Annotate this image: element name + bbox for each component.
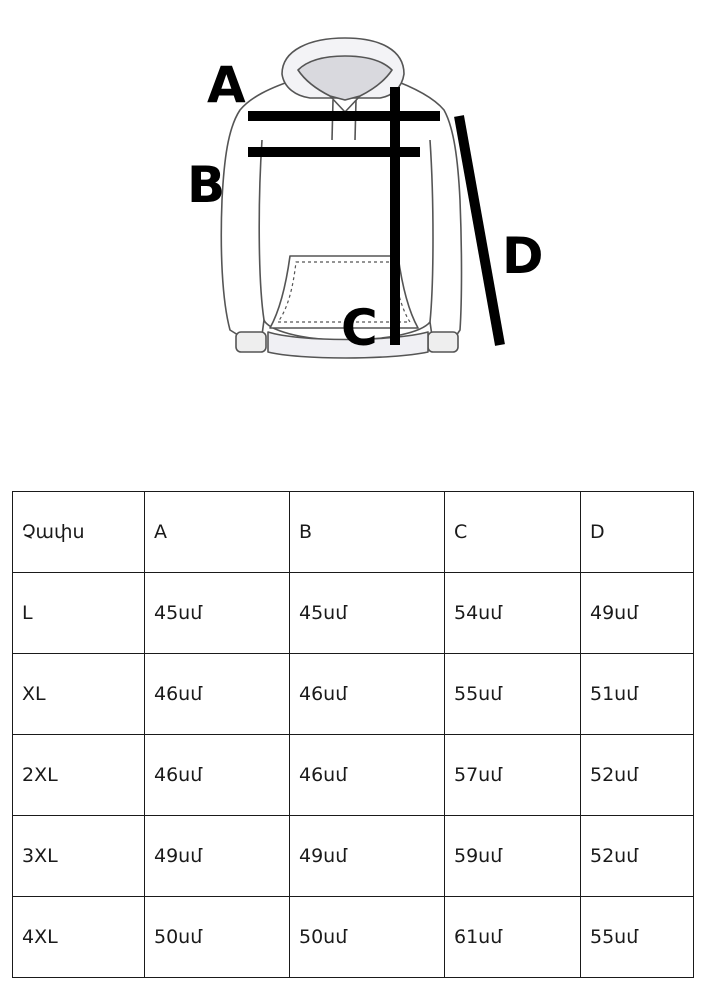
- label-d: D: [502, 227, 544, 285]
- table-cell: 46սմ: [290, 735, 445, 816]
- table-cell: 52սմ: [581, 816, 694, 897]
- table-cell: 46սմ: [145, 654, 290, 735]
- table-cell: 59սմ: [445, 816, 581, 897]
- table-row: [13, 816, 694, 897]
- header-cell-a: A: [145, 492, 290, 573]
- table-cell: 51սմ: [581, 654, 694, 735]
- table-cell: 49սմ: [581, 573, 694, 654]
- table-header-row: [13, 492, 694, 573]
- table-cell: 55սմ: [445, 654, 581, 735]
- table-cell: 55սմ: [581, 897, 694, 978]
- table-row: [13, 654, 694, 735]
- table-cell: 49սմ: [145, 816, 290, 897]
- size-table: [12, 491, 694, 978]
- table-cell: 4XL: [13, 897, 145, 978]
- table-cell: 57սմ: [445, 735, 581, 816]
- table-cell: 61սմ: [445, 897, 581, 978]
- label-a: A: [207, 56, 246, 114]
- table-cell: 46սմ: [290, 654, 445, 735]
- header-cell-c: C: [445, 492, 581, 573]
- table-cell: 3XL: [13, 816, 145, 897]
- table-cell: 46սմ: [145, 735, 290, 816]
- table-row: [13, 897, 694, 978]
- header-cell-d: D: [581, 492, 694, 573]
- header-cell-b: B: [290, 492, 445, 573]
- hoodie-measurement-diagram: [0, 0, 707, 420]
- table-cell: XL: [13, 654, 145, 735]
- header-cell-size: Չափս: [13, 492, 145, 573]
- table-cell: 50սմ: [145, 897, 290, 978]
- table-cell: 49սմ: [290, 816, 445, 897]
- table-cell: 52սմ: [581, 735, 694, 816]
- table-cell: 45սմ: [290, 573, 445, 654]
- label-c: C: [341, 299, 378, 357]
- label-b: B: [187, 156, 226, 214]
- table-row: [13, 735, 694, 816]
- measurement-line-d: [459, 116, 500, 345]
- table-cell: 45սմ: [145, 573, 290, 654]
- table-cell: 2XL: [13, 735, 145, 816]
- table-cell: L: [13, 573, 145, 654]
- table-row: [13, 573, 694, 654]
- table-cell: 50սմ: [290, 897, 445, 978]
- table-cell: 54սմ: [445, 573, 581, 654]
